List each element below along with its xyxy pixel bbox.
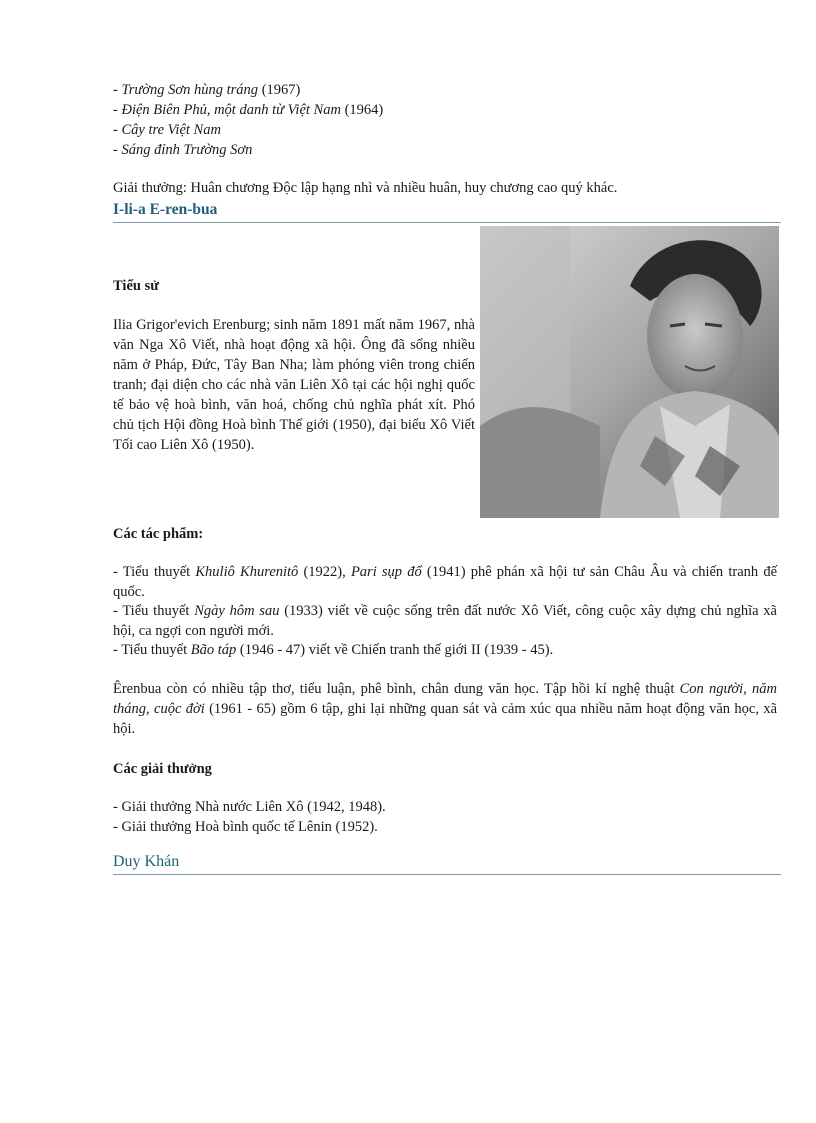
- bio-heading: Tiểu sử: [113, 278, 159, 294]
- portrait-illustration: [480, 226, 779, 518]
- works-item: - Tiểu thuyết Ngày hôm sau (1933) viết về cuộc sống trên đất nước Xô Viết, công cuộc xây dựng chủ nghĩa xã hội, ca ngợi con người mới.: [113, 603, 777, 639]
- divider: [113, 222, 781, 223]
- section-heading: I-li-a E-ren-bua: [113, 201, 218, 218]
- divider: [113, 874, 781, 875]
- list-item: - Sáng đỉnh Trường Sơn: [113, 142, 253, 158]
- awards-heading: Các giải thưởng: [113, 761, 212, 777]
- section-heading: Duy Khán: [113, 853, 180, 870]
- works-item: - Tiểu thuyết Khuliô Khurenitô (1922), Pari sụp đổ (1941) phê phán xã hội tư sản Châu Âu và chiến tranh đế quốc.: [113, 564, 778, 600]
- list-item: - Cây tre Việt Nam: [113, 122, 221, 138]
- works-item: - Tiểu thuyết Bão táp (1946 - 47) viết về Chiến tranh thế giới II (1939 - 45).: [113, 642, 554, 658]
- portrait-photo: [480, 226, 779, 518]
- extra-paragraph: Êrenbua còn có nhiều tập thơ, tiểu luận, phê bình, chân dung văn học. Tập hồi kí nghệ thuật Con người, năm tháng, cuộc đời (1961 - 65) gồm 6 tập, ghi lại những quan sát và cảm xúc qua nhiều năm hoạt động văn học, xã hội.: [113, 681, 778, 737]
- list-item: - Trường Sơn hùng tráng (1967): [113, 82, 301, 98]
- list-item: - Giải thưởng Hoà bình quốc tế Lênin (1952).: [113, 819, 378, 835]
- list-item: - Giải thưởng Nhà nước Liên Xô (1942, 1948).: [113, 799, 386, 815]
- list-item: - Điện Biên Phủ, một danh từ Việt Nam (1964): [113, 102, 384, 118]
- bio-text: Ilia Grigor'evich Erenburg; sinh năm 1891 mất năm 1967, nhà văn Nga Xô Viết, nhà hoạt động xã hội. Ông đã sống nhiều năm ở Pháp, Đức, Tây Ban Nha; làm phóng viên trong chiến tranh; đại diện cho các nhà văn Liên Xô tại các hội nghị quốc tế bảo vệ hoà bình, văn hoá, chống chủ nghĩa phát xít. Phó chủ tịch Hội đồng Hoà bình Thế giới (1950), đại biểu Xô Viết Tối cao Liên Xô (1950).: [113, 317, 475, 453]
- award-text: Giải thưởng: Huân chương Độc lập hạng nhì và nhiều huân, huy chương cao quý khác.: [113, 180, 618, 196]
- works-heading: Các tác phẩm:: [113, 526, 204, 542]
